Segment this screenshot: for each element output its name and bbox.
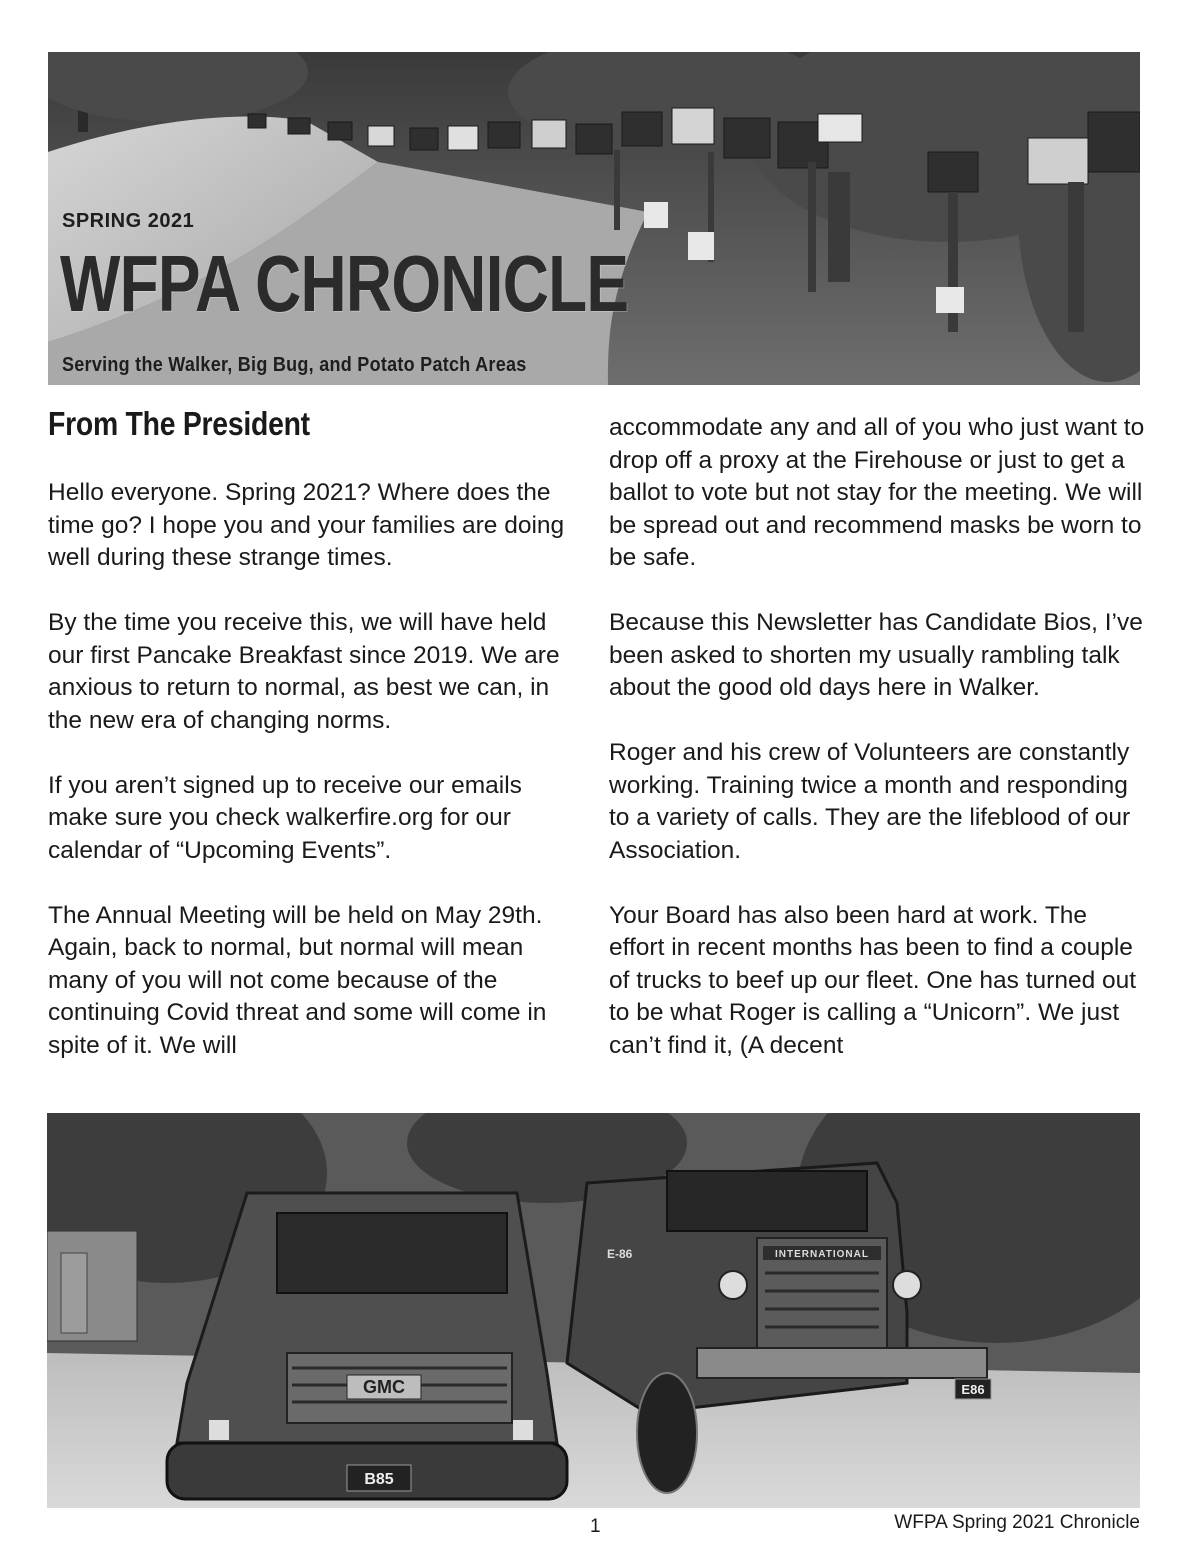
- newsletter-title: WFPA CHRONICLE: [60, 239, 629, 328]
- international-plate-text: E86: [961, 1382, 985, 1397]
- issue-season: SPRING 2021: [62, 210, 195, 232]
- article-paragraph: The Annual Meeting will be held on May 29th. Again, back to normal, but normal will mean many of you will not come because of the continuing Covid threat and some will come in spite of it. We will: [48, 901, 547, 1059]
- article-paragraph: Roger and his crew of Volunteers are constantly working. Training twice a month and responding to a variety of calls. They are the lifeblood of our Association.: [609, 739, 1131, 864]
- fire-trucks-illustration: [47, 1113, 1140, 1508]
- fire-trucks-photo: [47, 1113, 1140, 1508]
- newsletter-tagline: Serving the Walker, Big Bug, and Potato Patch Areas: [62, 354, 527, 376]
- article-right-column: [609, 412, 1149, 1095]
- article-paragraph: Your Board has also been hard at work. The effort in recent months has been to find a couple of trucks to beef up our fleet. One has turned out to be what Roger is calling a “Unicorn”. We just can’t find it, (A decent: [609, 901, 1137, 1059]
- article-left-column: [48, 404, 588, 1095]
- gmc-plate-text: B85: [364, 1471, 394, 1488]
- article-paragraph: Hello everyone. Spring 2021? Where does the time go? I hope you and your families are doing well during these strange times.: [48, 479, 565, 571]
- article-paragraph: If you aren’t signed up to receive our emails make sure you check walkerfire.org for our calendar of “Upcoming Events”.: [48, 771, 522, 864]
- mailbox-road-illustration: [48, 52, 1140, 385]
- gmc-grille-text: GMC: [363, 1377, 405, 1397]
- international-badge-text: INTERNATIONAL: [775, 1249, 869, 1260]
- masthead-photo: [48, 52, 1140, 385]
- page-number: 1: [590, 1516, 601, 1537]
- article-paragraph: Because this Newsletter has Candidate Bios, I’ve been asked to shorten my usually rambling talk about the good old days here in Walker.: [609, 609, 1143, 701]
- publication-footer: WFPA Spring 2021 Chronicle: [894, 1512, 1140, 1533]
- article-paragraph: accommodate any and all of you who just want to drop off a proxy at the Firehouse or just to get a ballot to vote but not stay for the meeting. We will be spread out and recommend masks be worn to be safe.: [609, 414, 1145, 571]
- article-paragraph: By the time you receive this, we will have held our first Pancake Breakfast since 2019. We are anxious to return to normal, as best we can, in the new era of changing norms.: [48, 609, 560, 734]
- international-cab-number: E-86: [607, 1247, 633, 1261]
- article-heading: From The President: [48, 405, 310, 442]
